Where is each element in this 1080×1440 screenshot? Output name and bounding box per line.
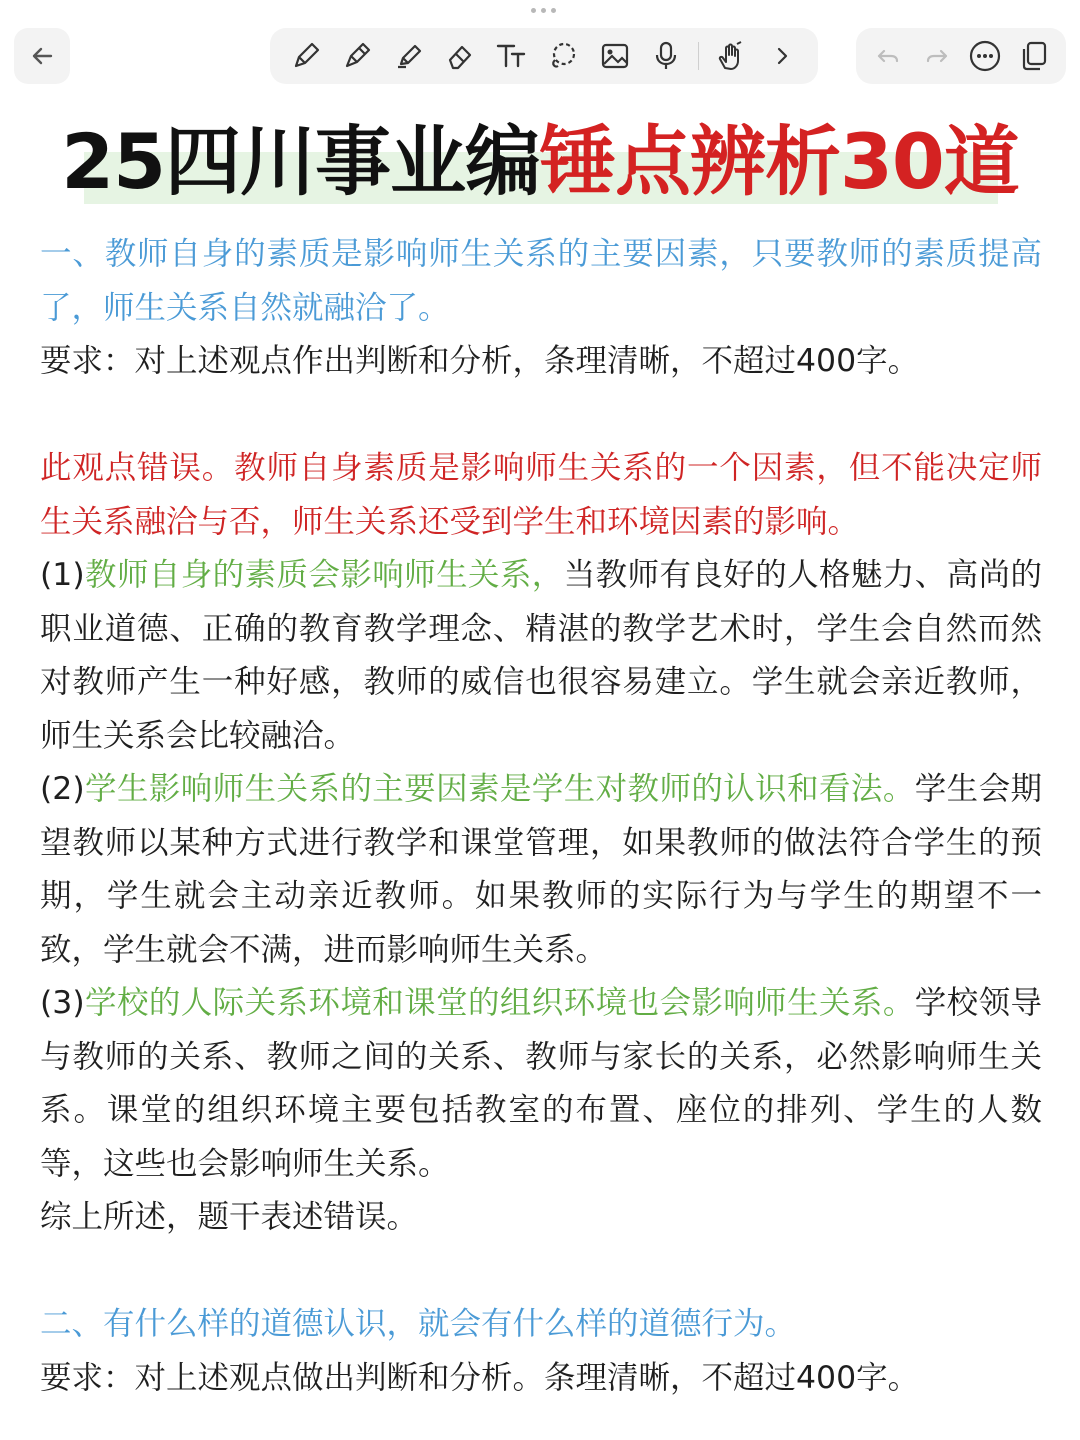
answer-point-2 xyxy=(40,763,1042,977)
pen-icon[interactable] xyxy=(286,36,326,76)
redo-icon[interactable] xyxy=(917,36,957,76)
answer-conclusion: 综上所述，题干表述错误。 xyxy=(40,1199,419,1235)
requirement-1: 要求：对上述观点作出判断和分析，条理清晰，不超过400字。 xyxy=(40,343,920,379)
text-format-icon[interactable] xyxy=(492,36,532,76)
chevron-right-icon[interactable] xyxy=(762,36,802,76)
more-icon[interactable] xyxy=(965,36,1005,76)
answer-point-3 xyxy=(40,977,1042,1191)
note-content[interactable] xyxy=(40,228,1042,1405)
answer-verdict: 此观点错误。教师自身素质是影响师生关系的一个因素，但不能决定师生关系融洽与否，师生关系还受到学生和环境因素的影响。 xyxy=(40,450,1042,540)
title-part-red: 锤点辨析30道 xyxy=(540,117,1019,206)
highlighter-icon[interactable] xyxy=(389,36,429,76)
back-button[interactable] xyxy=(14,28,70,84)
point-number: (3) xyxy=(40,985,85,1021)
drag-handle[interactable] xyxy=(528,8,558,18)
page-title xyxy=(0,118,1080,206)
undo-icon[interactable] xyxy=(868,36,908,76)
question-2: 二、有什么样的道德认识，就会有什么样的道德行为。 xyxy=(40,1306,797,1342)
point-number: (1) xyxy=(40,557,85,593)
point-keyphrase: 教师自身的素质会影响师生关系， xyxy=(84,557,564,593)
image-icon[interactable] xyxy=(595,36,635,76)
back-arrow-icon xyxy=(29,43,55,69)
lasso-icon[interactable] xyxy=(543,36,583,76)
microphone-icon[interactable] xyxy=(646,36,686,76)
point-number: (2) xyxy=(40,771,85,807)
answer-point-1 xyxy=(40,549,1042,763)
requirement-2: 要求：对上述观点做出判断和分析。条理清晰，不超过400字。 xyxy=(40,1359,920,1396)
pages-icon[interactable] xyxy=(1014,36,1054,76)
eraser-icon[interactable] xyxy=(440,36,480,76)
point-keyphrase: 学生影响师生关系的主要因素是学生对教师的认识和看法。 xyxy=(84,771,915,807)
point-text: 当教师有良好的人格魅力、高尚的职业道德、正确的教育教学理念、精湛的教学艺术时，学生会自然而然对教师产生一种好感，教师的威信也很容易建立。学生就会亲近教师，师生关系会比较融洽。 xyxy=(40,557,1042,754)
point-text: 学校领导与教师的关系、教师之间的关系、教师与家长的关系，必然影响师生关系。课堂的组织环境主要包括教室的布置、座位的排列、学生的人数等，这些也会影响师生关系。 xyxy=(40,985,1042,1182)
fountain-pen-icon[interactable] xyxy=(337,36,377,76)
edit-toolbar xyxy=(856,28,1066,84)
title-part-black: 25四川事业编 xyxy=(61,117,540,206)
hand-touch-icon[interactable] xyxy=(711,36,751,76)
drawing-toolbar xyxy=(270,28,818,84)
point-text: 学生会期望教师以某种方式进行教学和课堂管理，如果教师的做法符合学生的预期，学生就会主动亲近教师。如果教师的实际行为与学生的期望不一致，学生就会不满，进而影响师生关系。 xyxy=(40,771,1042,968)
toolbar-divider xyxy=(698,42,699,70)
question-1: 一、教师自身的素质是影响师生关系的主要因素，只要教师的素质提高了，师生关系自然就融洽了。 xyxy=(40,236,1042,326)
point-keyphrase: 学校的人际关系环境和课堂的组织环境也会影响师生关系。 xyxy=(84,985,915,1021)
